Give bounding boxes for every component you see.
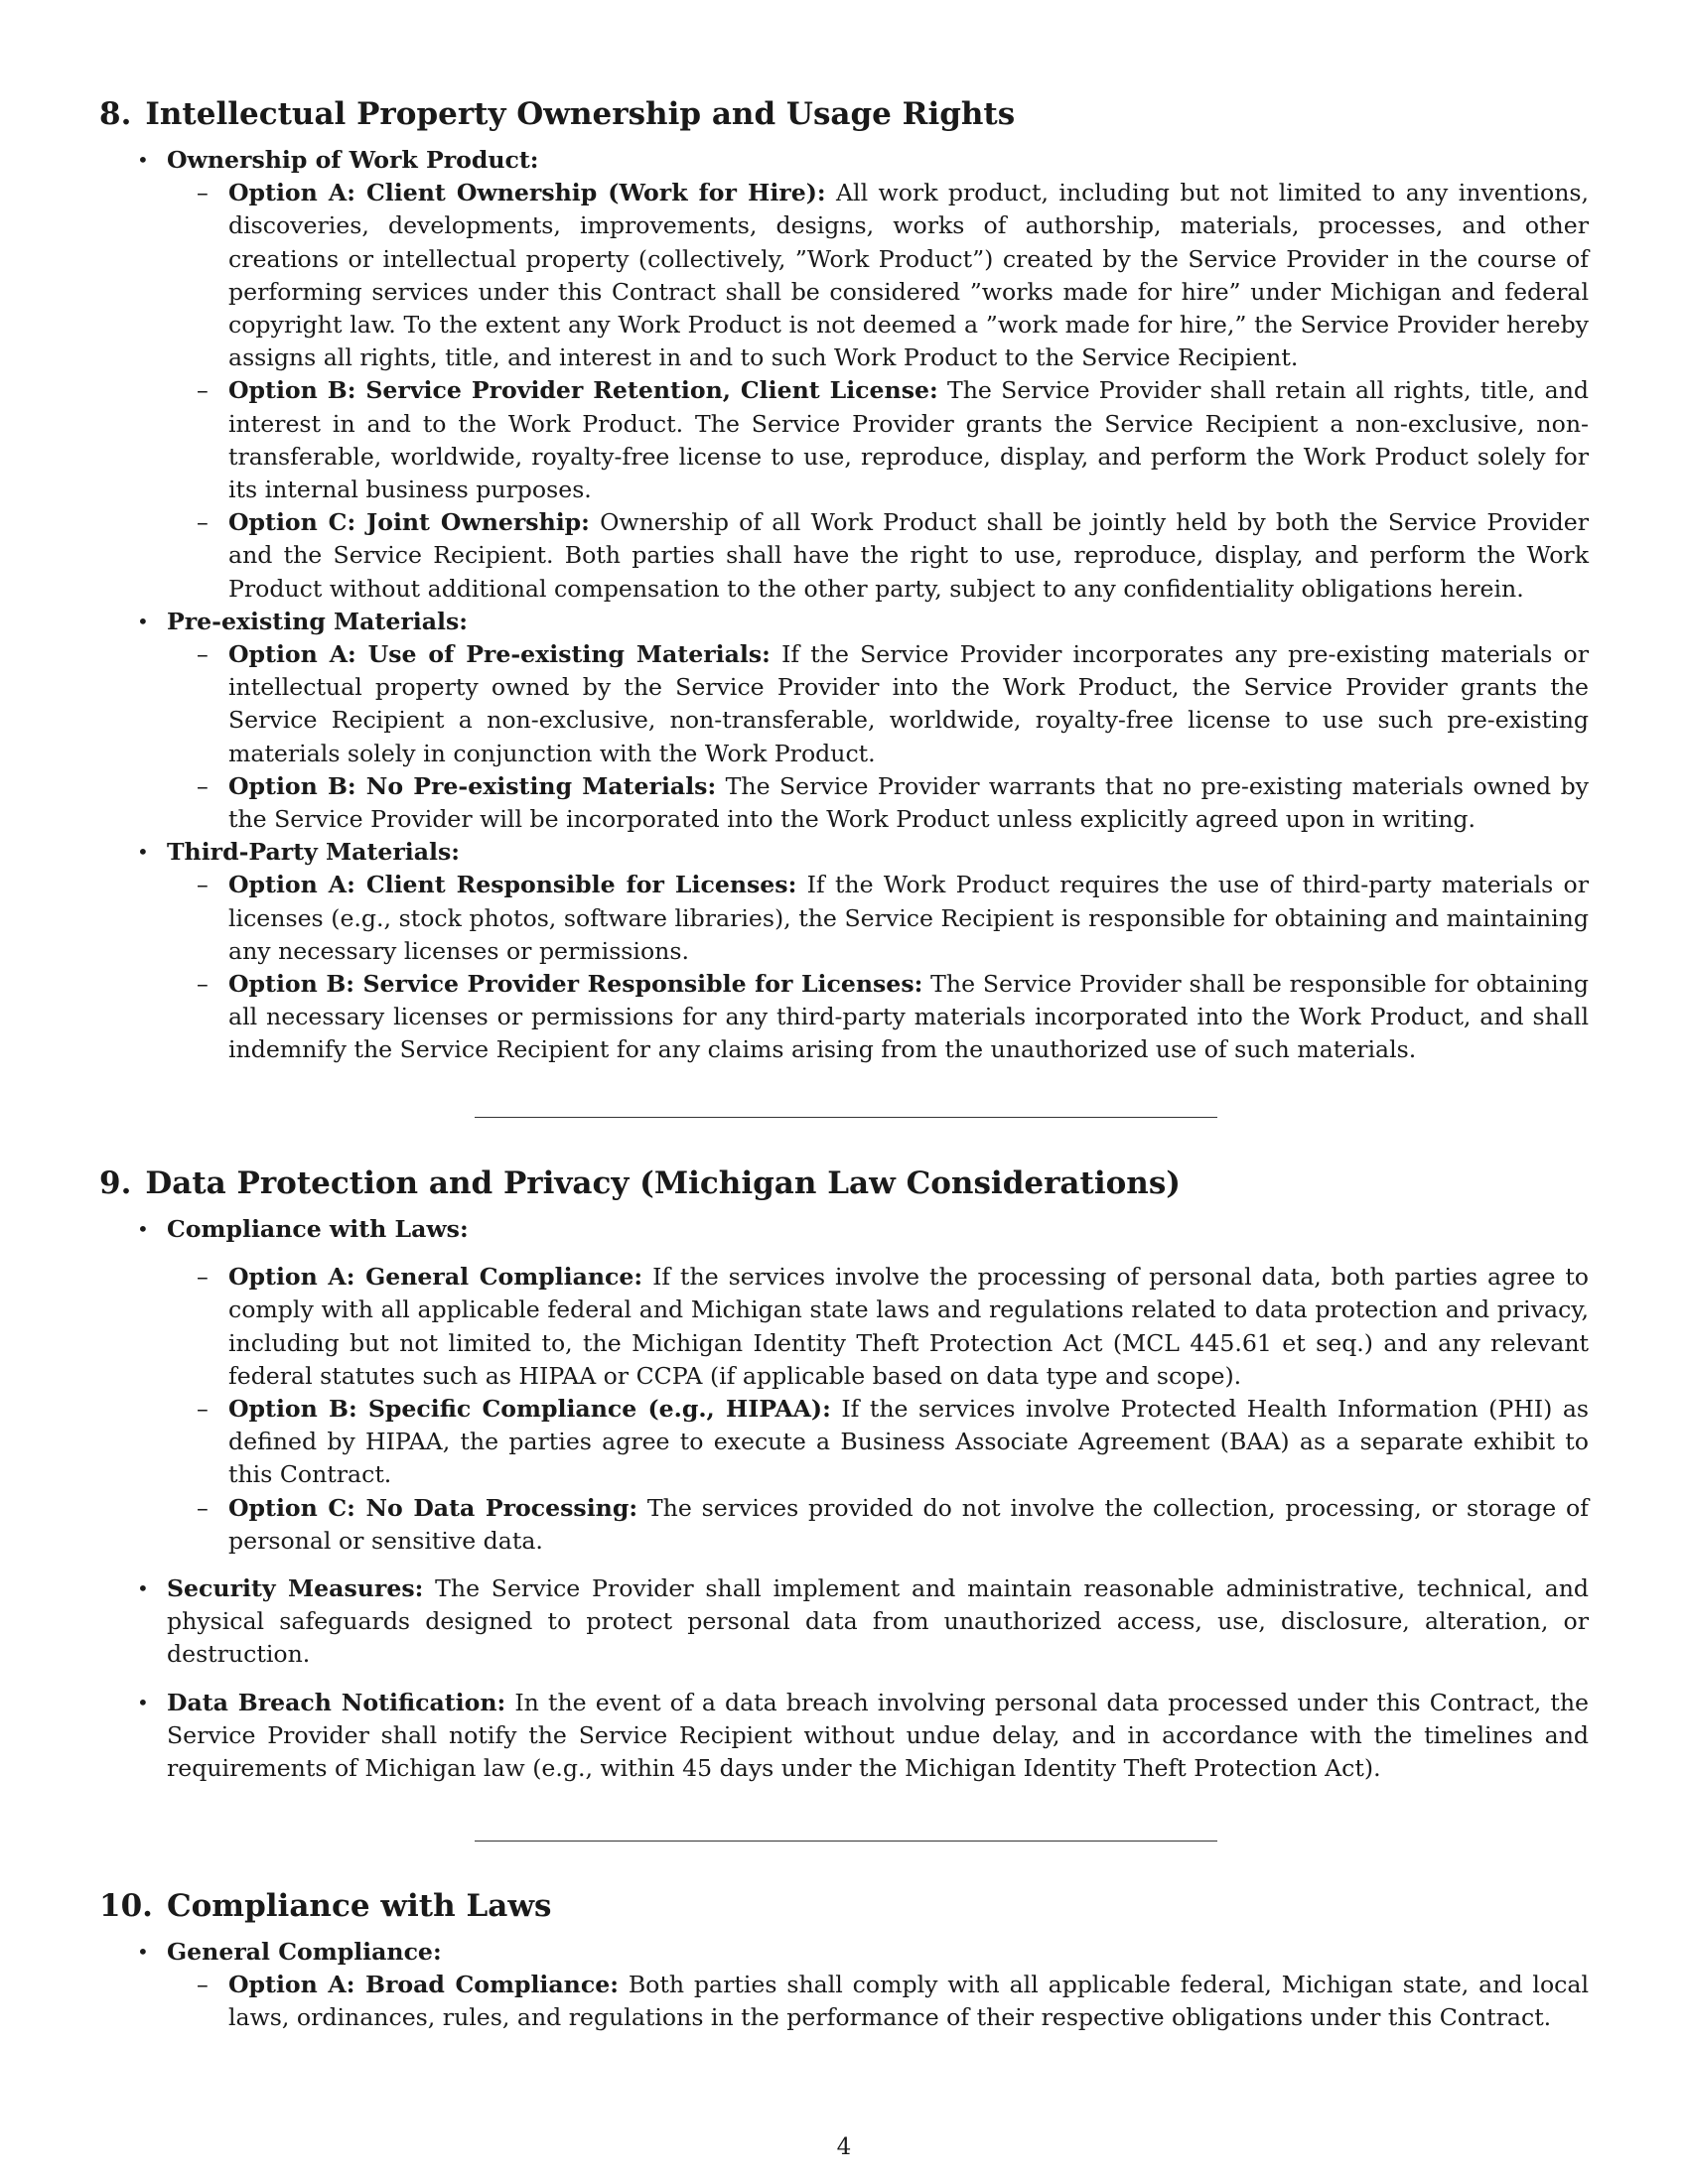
bullet-list bbox=[99, 1936, 1589, 2035]
bullet-label: Data Breach Notification: bbox=[167, 1688, 506, 1716]
option-label: Option A: Broad Compliance: bbox=[228, 1971, 619, 1999]
section-9-heading bbox=[99, 1163, 1589, 1203]
option-item bbox=[167, 1969, 1589, 2034]
option-text: If the services involve the processing of personal data, both parties agree to comply with all applicable federal and Michigan state laws and regulations related to data protection and privacy, including but not limited to, the Michigan Identity Theft Protection Act (MCL 445.61 et seq.) and any relevant federal statutes such as HIPAA or CCPA (if applicable based on data type and scope). bbox=[228, 1263, 1590, 1390]
option-item bbox=[167, 506, 1589, 606]
option-text: The Service Provider shall be responsible for obtaining all necessary licenses or permissions for any third-party materials incorporated into the Work Product, and shall indemnify the Service Recipient for any claims arising from the unauthorized use of such materials. bbox=[228, 970, 1590, 1064]
option-item bbox=[167, 869, 1589, 968]
option-label: Option A: Use of Pre-existing Materials: bbox=[228, 640, 771, 669]
option-label: Option B: Service Provider Retention, Client License: bbox=[228, 376, 938, 405]
section-10-heading bbox=[99, 1886, 1589, 1926]
option-text: The Service Provider warrants that no pre-existing materials owned by the Service Provider will be incorporated into the Work Product unless explicitly agreed upon in writing. bbox=[228, 771, 1590, 834]
option-text: If the Work Product requires the use of third-party materials or licenses (e.g., stock photos, software libraries), the Service Recipient is responsible for obtaining and maintaining any necessary licenses or permissions. bbox=[228, 871, 1590, 965]
option-text: All work product, including but not limited to any inventions, discoveries, developments, improvements, designs, works of authorship, materials, processes, and other creations or intellectual property (collectively, ”Work Product”) created by the Service Provider in the course of performing services under this Contract shall be considered ”works made for hire” under Michigan and federal copyright law. To the extent any Work Product is not deemed a ”work made for hire,” the Service Provider hereby assigns all rights, title, and interest in and to such Work Product to the Service Recipient. bbox=[228, 179, 1589, 372]
bullet-label: Compliance with Laws: bbox=[167, 1215, 469, 1243]
bullet-label: Security Measures: bbox=[167, 1574, 424, 1603]
section-number: 10. bbox=[99, 1888, 153, 1924]
option-item bbox=[167, 177, 1589, 374]
option-text: The services provided do not involve the collection, processing, or storage of personal or sensitive data. bbox=[228, 1493, 1589, 1555]
option-label: Option A: Client Responsible for Licenses: bbox=[228, 871, 797, 899]
option-item bbox=[167, 374, 1589, 506]
option-label: Option A: Client Ownership (Work for Hire): bbox=[228, 179, 826, 207]
option-list bbox=[167, 638, 1589, 836]
option-label: Option B: No Pre-existing Materials: bbox=[228, 771, 717, 800]
bullet-label: Third-Party Materials: bbox=[167, 838, 460, 867]
option-item bbox=[167, 638, 1589, 770]
option-item bbox=[167, 770, 1589, 836]
option-list bbox=[167, 1969, 1589, 2034]
section-title: Intellectual Property Ownership and Usage Rights bbox=[145, 96, 1016, 132]
option-item bbox=[167, 1393, 1589, 1492]
bullet-text: In the event of a data breach involving personal data processed under this Contract, the Service Provider shall notify the Service Recipient without undue delay, and in accordance with the timelines and requirements of Michigan law (e.g., within 45 days under the Michigan Identity Theft Protection Act). bbox=[167, 1688, 1589, 1783]
bullet-label: Pre-existing Materials: bbox=[167, 607, 468, 635]
list-item bbox=[99, 1572, 1589, 1672]
section-divider bbox=[475, 1841, 1217, 1842]
option-text: Both parties shall comply with all applicable federal, Michigan state, and local laws, ordinances, rules, and regulations in the performance of their respective obligations under this Contract. bbox=[228, 1971, 1590, 2032]
bullet-label: Ownership of Work Product: bbox=[167, 146, 539, 174]
page-number: 4 bbox=[836, 2134, 852, 2160]
option-list bbox=[167, 1261, 1589, 1558]
option-item bbox=[167, 1261, 1589, 1393]
section-divider bbox=[475, 1117, 1217, 1118]
option-list bbox=[167, 869, 1589, 1066]
option-text: If the Service Provider incorporates any pre-existing materials or intellectual property owned by the Service Provider into the Work Product, the Service Provider grants the Service Recipient a non-exclusive, non-transferable, worldwide, royalty-free license to use such pre-existing materials solely in conjunction with the Work Product. bbox=[228, 640, 1590, 767]
list-item bbox=[99, 144, 1589, 606]
option-label: Option A: General Compliance: bbox=[228, 1263, 643, 1292]
list-item bbox=[99, 606, 1589, 836]
list-item bbox=[99, 836, 1589, 1066]
option-label: Option B: Service Provider Responsible for Licenses: bbox=[228, 970, 923, 999]
section-number: 8. bbox=[99, 96, 132, 132]
bullet-list bbox=[99, 144, 1589, 1067]
section-9 bbox=[99, 1163, 1589, 1785]
option-text: The Service Provider shall retain all rights, title, and interest in and to the Work Product. The Service Provider grants the Service Recipient a non-exclusive, non-transferable, worldwide, royalty-free license to use, reproduce, display, and perform the Work Product solely for its internal business purposes. bbox=[228, 376, 1590, 504]
option-item bbox=[167, 968, 1589, 1067]
list-item bbox=[99, 1687, 1589, 1786]
section-8 bbox=[99, 94, 1589, 1067]
list-item bbox=[99, 1213, 1589, 1558]
option-label: Option B: Specific Compliance (e.g., HIPAA): bbox=[228, 1395, 831, 1424]
option-label: Option C: Joint Ownership: bbox=[228, 508, 590, 537]
option-label: Option C: No Data Processing: bbox=[228, 1493, 638, 1522]
section-title: Data Protection and Privacy (Michigan Law Considerations) bbox=[145, 1165, 1181, 1201]
bullet-label: General Compliance: bbox=[167, 1938, 442, 1966]
option-list bbox=[167, 177, 1589, 606]
section-number: 9. bbox=[99, 1165, 132, 1201]
option-item bbox=[167, 1492, 1589, 1558]
section-title: Compliance with Laws bbox=[166, 1888, 552, 1924]
section-8-heading bbox=[99, 94, 1589, 134]
bullet-list bbox=[99, 1213, 1589, 1785]
option-text: Ownership of all Work Product shall be jointly held by both the Service Provider and the Service Recipient. Both parties shall have the right to use, reproduce, display, and perform the Work Product without additional compensation to the other party, subject to any confidentiality obligations herein. bbox=[228, 508, 1590, 603]
section-10 bbox=[99, 1886, 1589, 2035]
bullet-text: The Service Provider shall implement and maintain reasonable administrative, technical, and physical safeguards designed to protect personal data from unauthorized access, use, disclosure, alteration, or destruction. bbox=[167, 1574, 1590, 1669]
option-text: If the services involve Protected Health Information (PHI) as defined by HIPAA, the parties agree to execute a Business Associate Agreement (BAA) as a separate exhibit to this Contract. bbox=[228, 1395, 1590, 1489]
list-item bbox=[99, 1936, 1589, 2035]
